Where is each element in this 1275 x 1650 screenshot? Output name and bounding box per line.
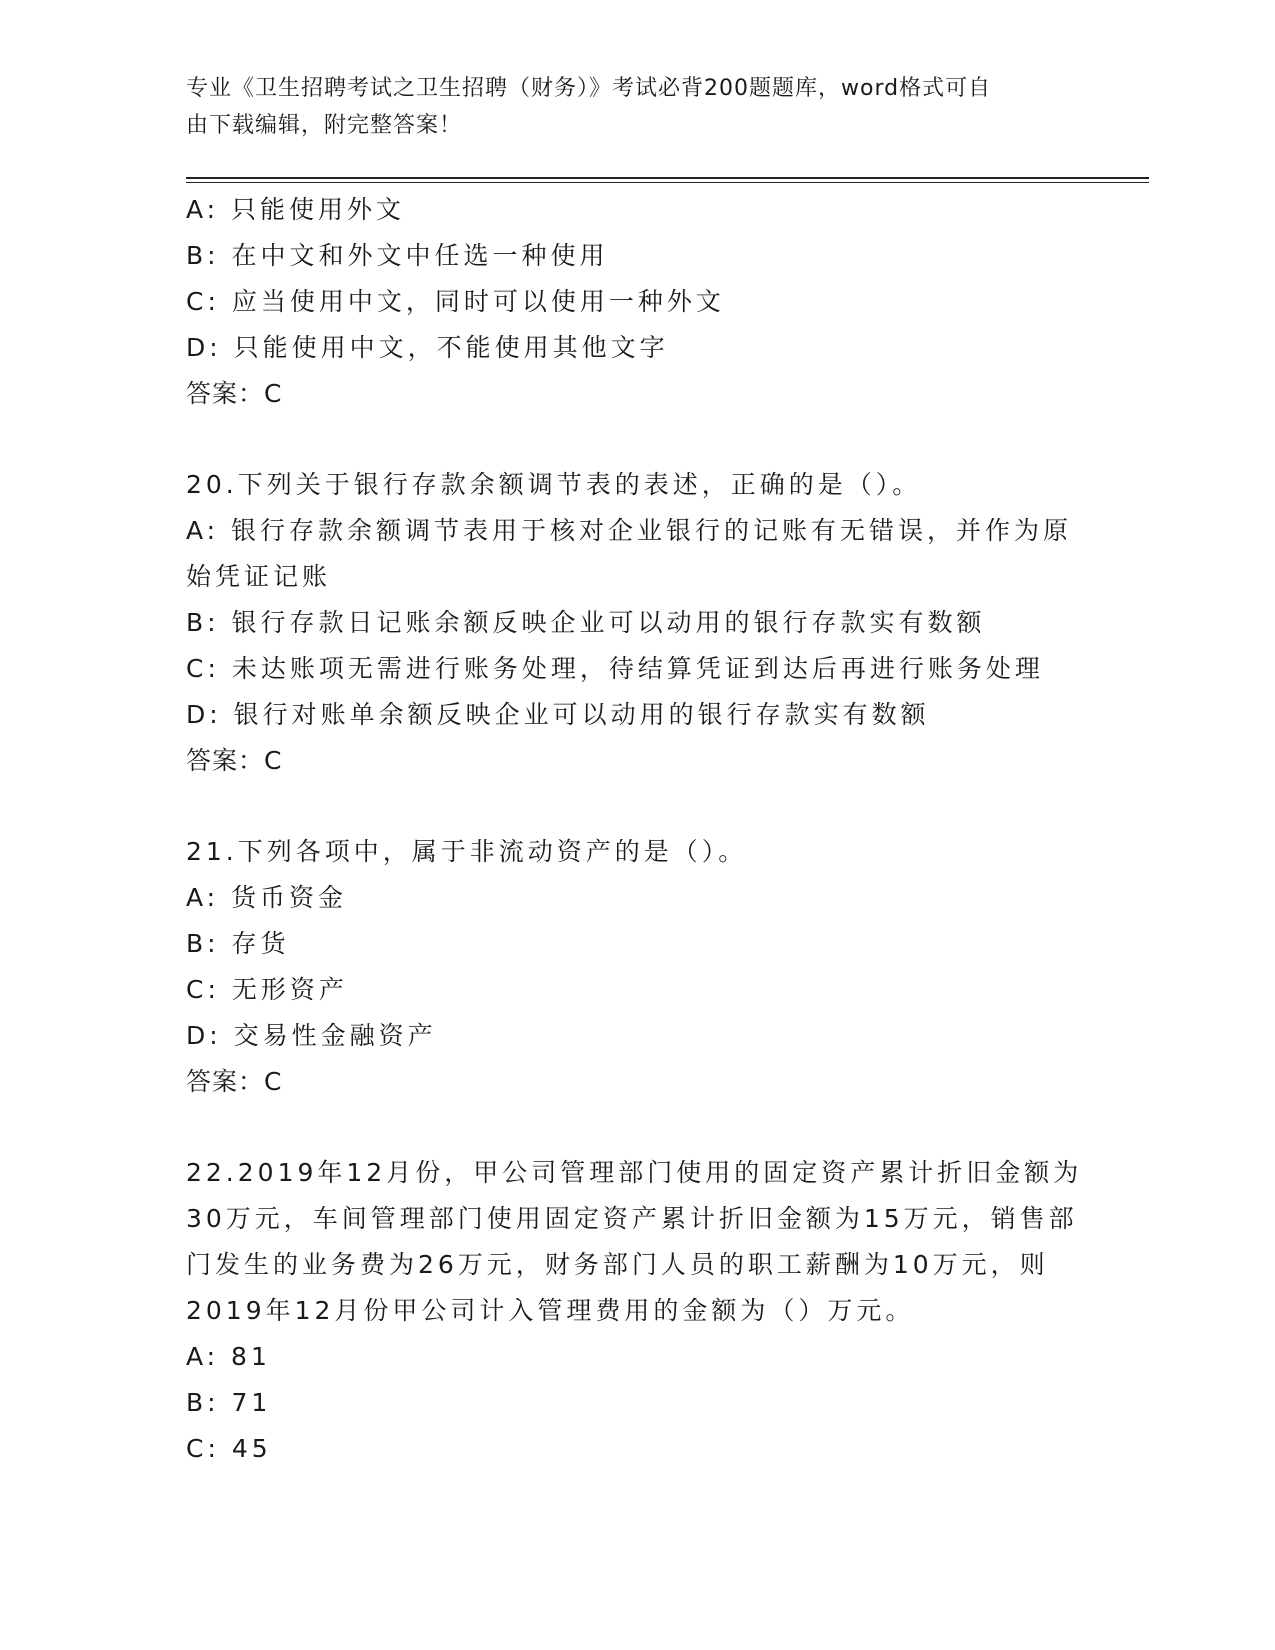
question-19: [186, 187, 1086, 417]
option-a: A: 货币资金: [186, 883, 348, 912]
answer: 答案：C: [186, 746, 283, 775]
question-21: [186, 829, 1086, 1105]
question-text: 30万元，车间管理部门使用固定资产累计折旧金额为15万元，销售部: [186, 1204, 1078, 1233]
question-text: 21.下列各项中，属于非流动资产的是（）。: [186, 837, 748, 866]
answer: 答案：C: [186, 1067, 283, 1096]
header-line: 由下载编辑，附完整答案！: [186, 113, 463, 138]
option-a: A: 81: [186, 1342, 271, 1371]
option-d: D: 只能使用中文，不能使用其他文字: [186, 333, 669, 362]
option-d: D: 银行对账单余额反映企业可以动用的银行存款实有数额: [186, 700, 930, 729]
question-22: [186, 1150, 1086, 1472]
option-b: B: 71: [186, 1388, 272, 1417]
option-c: C: 未达账项无需进行账务处理，待结算凭证到达后再进行账务处理: [186, 654, 1044, 683]
header-rule: [186, 177, 1149, 179]
option-b: B: 在中文和外文中任选一种使用: [186, 241, 609, 270]
option-c: C: 应当使用中文，同时可以使用一种外文: [186, 287, 725, 316]
question-20: [186, 462, 1086, 784]
header-rule-thin: [186, 182, 1149, 183]
option-b: B: 存货: [186, 929, 290, 958]
answer: 答案：C: [186, 379, 283, 408]
option-c: C: 无形资产: [186, 975, 348, 1004]
option-c: C: 45: [186, 1434, 272, 1463]
document-header: [186, 70, 1066, 144]
option-a: A: 银行存款余额调节表用于核对企业银行的记账有无错误，并作为原: [186, 516, 1073, 545]
question-list: [186, 187, 1086, 1472]
question-text: 门发生的业务费为26万元，财务部门人员的职工薪酬为10万元，则: [186, 1250, 1049, 1279]
option-a: A: 只能使用外文: [186, 195, 406, 224]
option-b: B: 银行存款日记账余额反映企业可以动用的银行存款实有数额: [186, 608, 986, 637]
question-text: 22.2019年12月份，甲公司管理部门使用的固定资产累计折旧金额为: [186, 1158, 1083, 1187]
option-a-continued: 始凭证记账: [186, 562, 332, 591]
option-d: D: 交易性金融资产: [186, 1021, 437, 1050]
header-line: 专业《卫生招聘考试之卫生招聘（财务）》考试必背200题题库，word格式可自: [186, 76, 992, 101]
question-text: 20.下列关于银行存款余额调节表的表述，正确的是（）。: [186, 470, 922, 499]
question-text: 2019年12月份甲公司计入管理费用的金额为（）万元。: [186, 1296, 915, 1325]
